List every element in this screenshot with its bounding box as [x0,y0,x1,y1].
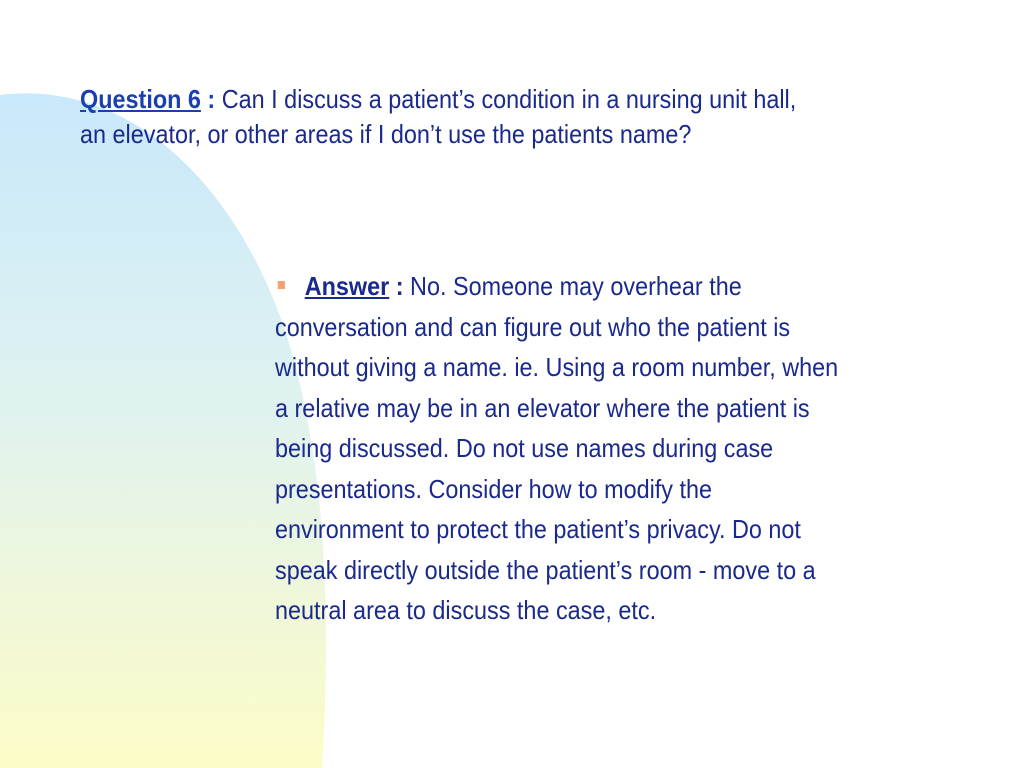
answer-line: presentations. Consider how to modify the [275,473,713,504]
answer-label: Answer [304,271,390,301]
answer-line: a relative may be in an elevator where the patient is [275,392,810,423]
question-line-2: an elevator, or other areas if I don’t use the patients name? [80,118,692,149]
question-label: Question 6 [80,84,201,114]
question-title [80,82,998,151]
question-colon: : [207,84,216,114]
answer-first-line [275,266,950,307]
bullet-square-icon [278,281,285,289]
question-line-1 [80,82,998,117]
answer-line: being discussed. Do not use names during case [275,433,774,463]
answer-line: neutral area to discuss the case, etc. [275,595,657,625]
answer-colon: : [395,271,404,301]
question-text-1: Can I discuss a patient’s condition in a nursing unit hall, [221,84,797,114]
answer-line: conversation and can figure out who the patient is [275,311,791,342]
answer-line: speak directly outside the patient’s room - move to a [275,554,816,585]
answer-line: without giving a name. ie. Using a room number, when [275,352,839,382]
answer-block [275,266,950,631]
answer-text-first: No. Someone may overhear the [410,271,742,301]
answer-line: environment to protect the patient’s privacy. Do not [275,514,801,544]
